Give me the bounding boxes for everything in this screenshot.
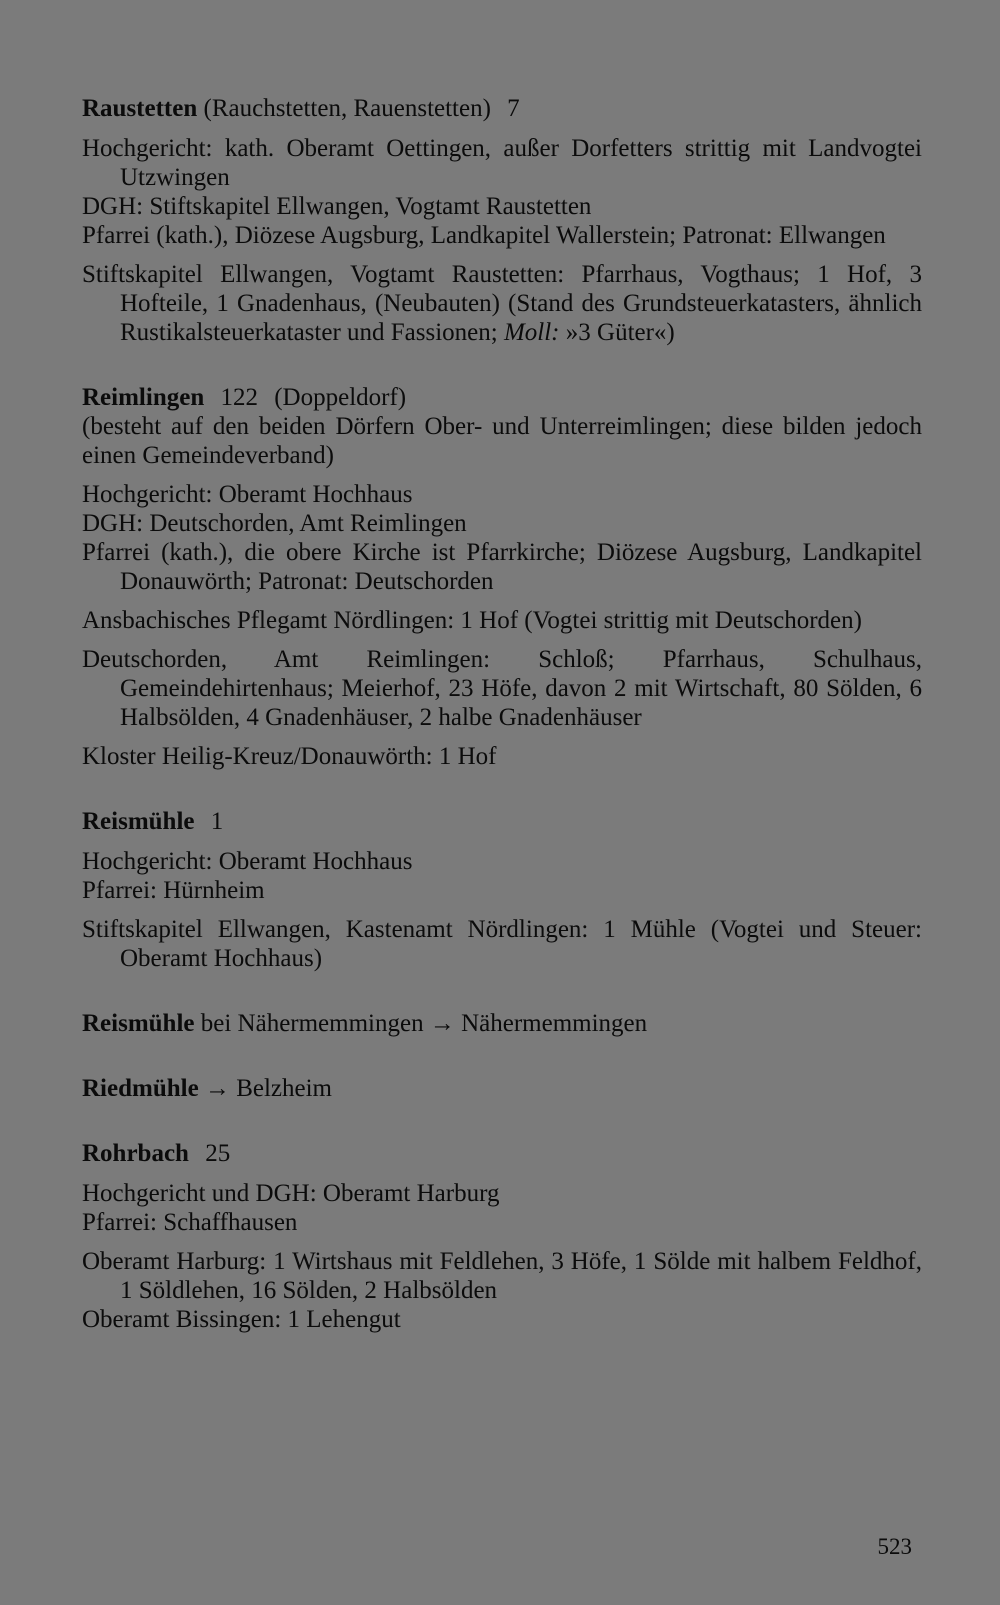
holdings-line: Kloster Heilig-Kreuz/Donauwörth: 1 Hof <box>82 743 497 770</box>
entry-heading <box>82 1009 922 1038</box>
place-type: (Doppeldorf) <box>274 384 407 411</box>
jurisdiction-line: Pfarrei: Schaffhausen <box>82 1209 298 1236</box>
place-name: Reismühle <box>82 808 195 835</box>
place-variants: (Rauchstetten, Rauenstetten) <box>203 95 491 122</box>
entry-raustetten <box>82 94 922 347</box>
jurisdiction-line: Hochgericht: kath. Oberamt Oettingen, außer Dorfetters strittig mit Landvogtei Utzwingen <box>82 135 922 191</box>
place-name: Reismühle <box>82 1010 195 1037</box>
jurisdiction-block <box>82 1179 922 1237</box>
source-author: Moll: <box>503 319 560 346</box>
entry-note: (besteht auf den beiden Dörfern Ober- und Unterreimlingen; diese bilden jedoch einen Gemeindeverband) <box>82 413 922 469</box>
entry-heading <box>82 1074 922 1103</box>
place-name: Riedmühle <box>82 1075 199 1102</box>
entry-heading <box>82 94 922 123</box>
holdings-line: Deutschorden, Amt Reimlingen: Schloß; Pfarrhaus, Schulhaus, Gemeindehirtenhaus; Meierhof, 23 Höfe, davon 2 mit Wirtschaft, 80 Sölden, 6 Halbsölden, 4 Gnadenhäuser, 2 halbe Gnadenhäuser <box>82 646 922 731</box>
entry-reismuehle-reference <box>82 1009 922 1038</box>
household-count: 1 <box>210 808 224 835</box>
jurisdiction-line: Hochgericht: Oberamt Hochhaus <box>82 481 413 508</box>
household-count: 25 <box>205 1140 231 1167</box>
holdings-block <box>82 1247 922 1334</box>
jurisdiction-line: Hochgericht und DGH: Oberamt Harburg <box>82 1180 500 1207</box>
entry-reimlingen <box>82 383 922 771</box>
page-body <box>82 94 922 1370</box>
entry-heading <box>82 383 922 412</box>
holdings-text: Stiftskapitel Ellwangen, Vogtamt Raustetten: Pfarrhaus, Vogthaus; 1 Hof, 3 Hofteile, 1 Gnadenhaus, (Neubauten) (Stand des Grundsteuerkatasters, ähnlich Rustikalsteuerkataster und Fassionen; <box>82 261 922 346</box>
cross-reference: bei Nähermemmingen → Nähermemmingen <box>200 1010 648 1037</box>
entry-heading <box>82 807 922 836</box>
page-number: 523 <box>877 1534 912 1559</box>
jurisdiction-block <box>82 847 922 905</box>
jurisdiction-line: Pfarrei (kath.), Diözese Augsburg, Landkapitel Wallerstein; Patronat: Ellwangen <box>82 222 886 249</box>
holdings-line: Oberamt Harburg: 1 Wirtshaus mit Feldlehen, 3 Höfe, 1 Sölde mit halbem Feldhof, 1 Söldlehen, 16 Sölden, 2 Halbsölden <box>82 1248 922 1304</box>
jurisdiction-block <box>82 480 922 596</box>
place-name: Rohrbach <box>82 1140 189 1167</box>
jurisdiction-block <box>82 134 922 250</box>
entry-rohrbach <box>82 1139 922 1334</box>
holdings-text-end: »3 Güter«) <box>565 319 675 346</box>
jurisdiction-line: Pfarrei (kath.), die obere Kirche ist Pfarrkirche; Diözese Augsburg, Landkapitel Donauwörth; Patronat: Deutschorden <box>82 539 922 595</box>
entry-reismuehle <box>82 807 922 973</box>
holdings-line: Stiftskapitel Ellwangen, Kastenamt Nördlingen: 1 Mühle (Vogtei und Steuer: Oberamt Hochhaus) <box>82 916 922 972</box>
holdings-line: Ansbachisches Pflegamt Nördlingen: 1 Hof (Vogtei strittig mit Deutschorden) <box>82 607 862 634</box>
household-count: 7 <box>507 95 520 122</box>
jurisdiction-line: DGH: Deutschorden, Amt Reimlingen <box>82 510 467 537</box>
household-count: 122 <box>220 384 258 411</box>
place-name: Raustetten <box>82 95 198 122</box>
entry-heading <box>82 1139 922 1168</box>
cross-reference: → Belzheim <box>204 1075 332 1102</box>
jurisdiction-line: Pfarrei: Hürnheim <box>82 877 265 904</box>
holdings-line <box>82 260 922 347</box>
place-name: Reimlingen <box>82 384 205 411</box>
holdings-line: Oberamt Bissingen: 1 Lehengut <box>82 1306 401 1333</box>
holdings-block <box>82 260 922 347</box>
jurisdiction-line: Hochgericht: Oberamt Hochhaus <box>82 848 413 875</box>
entry-riedmuehle-reference <box>82 1074 922 1103</box>
jurisdiction-line: DGH: Stiftskapitel Ellwangen, Vogtamt Raustetten <box>82 193 592 220</box>
